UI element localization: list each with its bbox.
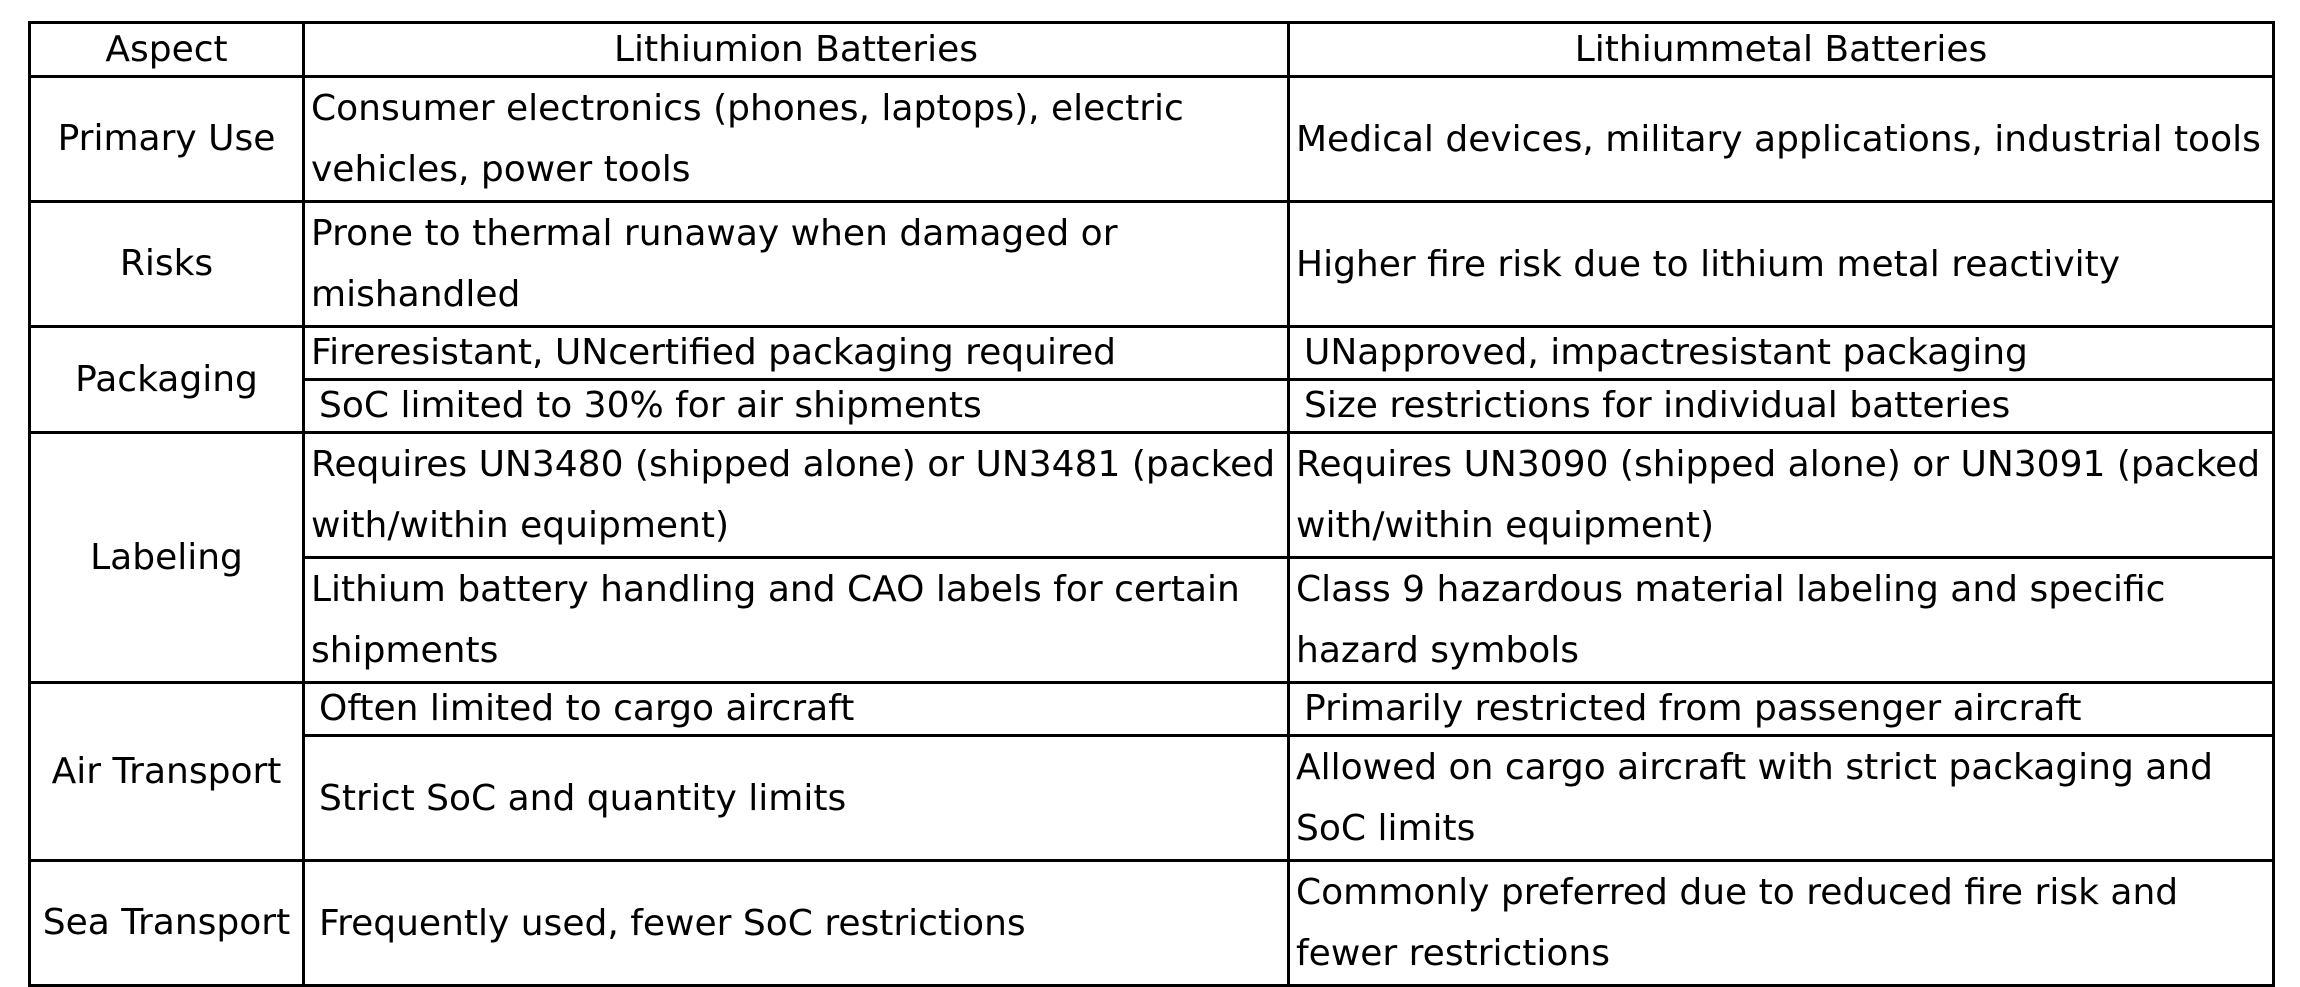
table-row <box>30 202 2274 327</box>
cell-metal-risks: Higher fire risk due to lithium metal reactivity <box>1289 202 2274 327</box>
table-row <box>30 736 2274 861</box>
header-lithium-metal: Lithiummetal Batteries <box>1289 23 2274 77</box>
header-lithium-ion: Lithiumion Batteries <box>304 23 1289 77</box>
table-row <box>30 77 2274 202</box>
cell-metal-air-transport-2: Allowed on cargo aircraft with strict packaging and SoC limits <box>1289 736 2274 861</box>
table-row <box>30 683 2274 736</box>
cell-ion-labeling-1: Requires UN3480 (shipped alone) or UN3481 (packed with/within equipment) <box>304 433 1289 558</box>
cell-ion-sea-transport: Frequently used, fewer SoC restrictions <box>304 861 1289 986</box>
table-row <box>30 861 2274 986</box>
aspect-sea-transport: Sea Transport <box>30 861 304 986</box>
aspect-labeling: Labeling <box>30 433 304 683</box>
cell-ion-packaging-2: SoC limited to 30% for air shipments <box>304 380 1289 433</box>
cell-ion-air-transport-1: Often limited to cargo aircraft <box>304 683 1289 736</box>
cell-ion-primary-use: Consumer electronics (phones, laptops), electric vehicles, power tools <box>304 77 1289 202</box>
header-aspect: Aspect <box>30 23 304 77</box>
comparison-table-container <box>28 21 2272 987</box>
cell-metal-labeling-1: Requires UN3090 (shipped alone) or UN3091 (packed with/within equipment) <box>1289 433 2274 558</box>
table-row <box>30 380 2274 433</box>
header-row <box>30 23 2274 77</box>
battery-comparison-table <box>28 21 2275 987</box>
cell-metal-packaging-2: Size restrictions for individual batteries <box>1289 380 2274 433</box>
aspect-primary-use: Primary Use <box>30 77 304 202</box>
cell-metal-labeling-2: Class 9 hazardous material labeling and specific hazard symbols <box>1289 558 2274 683</box>
cell-ion-labeling-2: Lithium battery handling and CAO labels for certain shipments <box>304 558 1289 683</box>
aspect-packaging: Packaging <box>30 327 304 433</box>
cell-metal-packaging-1: UNapproved, impactresistant packaging <box>1289 327 2274 380</box>
cell-ion-air-transport-2: Strict SoC and quantity limits <box>304 736 1289 861</box>
aspect-risks: Risks <box>30 202 304 327</box>
cell-metal-air-transport-1: Primarily restricted from passenger aircraft <box>1289 683 2274 736</box>
table-row <box>30 558 2274 683</box>
cell-metal-sea-transport: Commonly preferred due to reduced fire risk and fewer restrictions <box>1289 861 2274 986</box>
table-row <box>30 327 2274 380</box>
cell-ion-packaging-1: Fireresistant, UNcertified packaging required <box>304 327 1289 380</box>
aspect-air-transport: Air Transport <box>30 683 304 861</box>
table-row <box>30 433 2274 558</box>
cell-metal-primary-use: Medical devices, military applications, industrial tools <box>1289 77 2274 202</box>
cell-ion-risks: Prone to thermal runaway when damaged or mishandled <box>304 202 1289 327</box>
